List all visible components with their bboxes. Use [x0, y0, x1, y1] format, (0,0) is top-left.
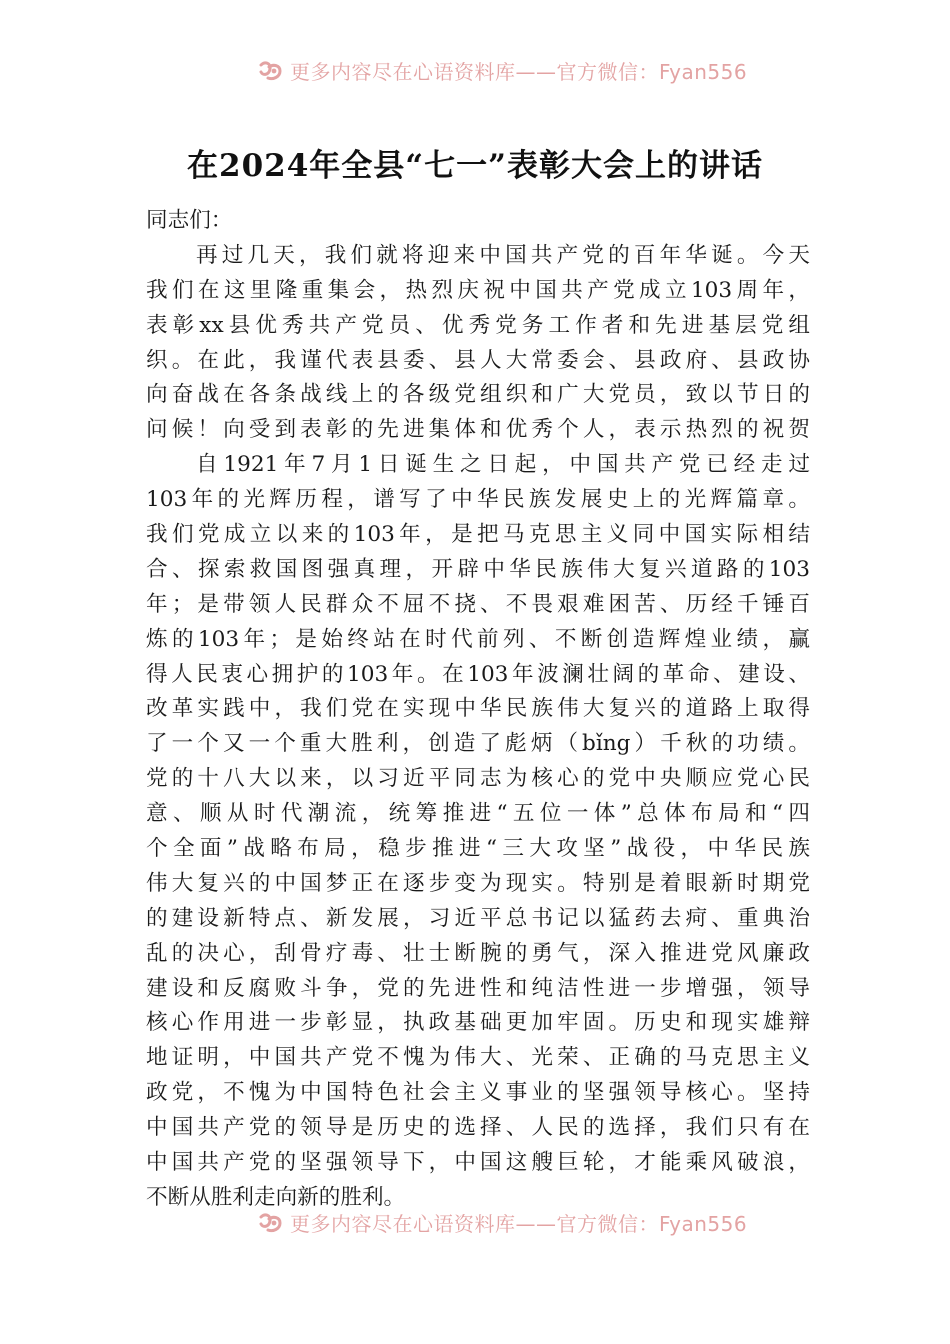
text-line: 中国共产党的坚强领导下，中国这艘巨轮，才能乘风破浪，: [146, 1150, 810, 1176]
text-line: 问候！向受到表彰的先进集体和优秀个人，表示热烈的祝贺: [146, 417, 810, 443]
text-line: 我们在这里隆重集会，热烈庆祝中国共产党成立103周年，: [146, 277, 810, 303]
paragraph: [146, 448, 810, 1216]
text-line: 政党，不愧为中国特色社会主义事业的坚强领导核心。坚持: [146, 1080, 810, 1106]
text-line: 织。在此，我谨代表县委、县人大常委会、县政府、县政协: [146, 347, 810, 373]
text-line: 我们党成立以来的103年，是把马克思主义同中国实际相结: [146, 522, 810, 548]
text-line: 党的十八大以来，以习近平同志为核心的党中央顺应党心民: [146, 766, 810, 792]
text-line: 中国共产党的领导是历史的选择、人民的选择，我们只有在: [146, 1115, 810, 1141]
text-line: 建设和反腐败斗争，党的先进性和纯洁性进一步增强，领导: [146, 975, 810, 1001]
header-watermark: [0, 56, 950, 86]
text-line: 了一个又一个重大胜利，创造了彪炳（bǐng）千秋的功绩。: [146, 731, 810, 757]
text-line: 向奋战在各条战线上的各级党组织和广大党员，致以节日的: [146, 382, 810, 408]
text-line: 得人民衷心拥护的103年。在103年波澜壮阔的革命、建设、: [146, 661, 810, 687]
document-body: [146, 204, 810, 1216]
text-line: 改革实践中，我们党在实现中华民族伟大复兴的道路上取得: [146, 696, 810, 722]
text-line: 年；是带领人民群众不屈不挠、不畏艰难困苦、历经千锤百: [146, 591, 810, 617]
footer-watermark: [0, 1208, 950, 1238]
paragraph: [146, 239, 810, 448]
watermark-logo-icon: [258, 1211, 284, 1235]
text-line: 不断从胜利走向新的胜利。: [146, 1184, 406, 1210]
watermark-logo-icon: [258, 59, 284, 83]
text-line: 自1921年7月1日诞生之日起，中国共产党已经走过: [196, 452, 810, 478]
watermark-text: 更多内容尽在心语资料库——官方微信：Fyan556: [290, 60, 748, 84]
text-line: 炼的103年；是始终站在时代前列、不断创造辉煌业绩，赢: [146, 626, 810, 652]
text-line: 再过几天，我们就将迎来中国共产党的百年华诞。今天: [196, 242, 810, 268]
text-line: 意、顺从时代潮流，统筹推进“五位一体”总体布局和“四: [146, 801, 810, 827]
text-line: 的建设新特点、新发展，习近平总书记以猛药去疴、重典治: [146, 905, 810, 931]
text-line: 乱的决心，刮骨疗毒、壮士断腕的勇气，深入推进党风廉政: [146, 940, 810, 966]
text-line: 核心作用进一步彰显，执政基础更加牢固。历史和现实雄辩: [146, 1010, 810, 1036]
salutation: 同志们：: [146, 208, 233, 233]
text-line: 伟大复兴的中国梦正在逐步变为现实。特别是着眼新时期党: [146, 870, 810, 896]
document-title: 在2024年全县“七一”表彰大会上的讲话: [187, 148, 763, 184]
text-line: 地证明，中国共产党不愧为伟大、光荣、正确的马克思主义: [146, 1045, 810, 1071]
text-line: 合、探索救国图强真理，开辟中华民族伟大复兴道路的103: [146, 556, 810, 582]
text-line: 个全面”战略布局，稳步推进“三大攻坚”战役，中华民族: [146, 836, 810, 862]
text-line: 表彰xx县优秀共产党员、优秀党务工作者和先进基层党组: [146, 312, 810, 338]
watermark-text: 更多内容尽在心语资料库——官方微信：Fyan556: [290, 1212, 748, 1236]
text-line: 103年的光辉历程，谱写了中华民族发展史上的光辉篇章。: [146, 487, 810, 513]
